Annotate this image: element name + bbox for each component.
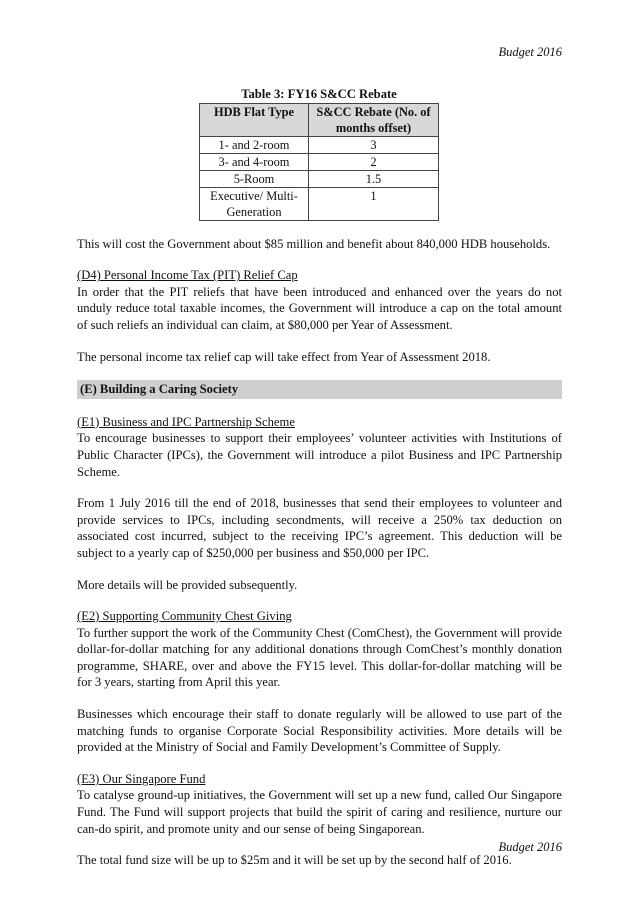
table-row xyxy=(200,136,439,153)
paragraph-e1-details: More details will be provided subsequently. xyxy=(77,577,298,592)
table-header-row xyxy=(200,103,439,136)
page-footer: Budget 2016 xyxy=(498,840,562,854)
table-cell: 1- and 2-room xyxy=(200,136,309,153)
table-row xyxy=(200,187,439,220)
paragraph-d4: In order that the PIT reliefs that have been introduced and enhanced over the years do not unduly reduce total taxable incomes, the Government will introduce a cap on the total amount of such reliefs an individual can claim, at $80,000 per Year of Assessment. xyxy=(77,284,562,332)
heading-d4: (D4) Personal Income Tax (PIT) Relief Cap xyxy=(77,268,298,283)
page-header: Budget 2016 xyxy=(498,45,562,59)
table-cell: 1 xyxy=(309,187,439,220)
table-cell: Executive/ Multi-Generation xyxy=(200,187,309,220)
table-cell: 3 xyxy=(309,136,439,153)
table-title: Table 3: FY16 S&CC Rebate xyxy=(241,87,397,101)
section-heading-e: (E) Building a Caring Society xyxy=(77,380,562,399)
paragraph-e2-businesses: Businesses which encourage their staff to donate regularly will be allowed to use part of the matching funds to organise Corporate Social Responsibility activities. More details will be provided at the Ministry of Social and Family Development’s Committee of Supply. xyxy=(77,707,562,755)
table-cell: 2 xyxy=(309,153,439,170)
table-header-flat-type: HDB Flat Type xyxy=(200,103,309,136)
heading-e3: (E3) Our Singapore Fund xyxy=(77,771,206,786)
table-cell: 3- and 4-room xyxy=(200,153,309,170)
paragraph-e2: To further support the work of the Community Chest (ComChest), the Government will provide dollar-for-dollar matching for any additional donations through ComChest’s monthly donation programme, SHARE, over and above the FY15 level. This dollar-for-dollar matching will be for 3 years, starting from April this year. xyxy=(77,625,562,690)
table-cell: 5-Room xyxy=(200,170,309,187)
table-row xyxy=(200,170,439,187)
table-row xyxy=(200,153,439,170)
paragraph-e1: To encourage businesses to support their employees’ volunteer activities with Institutions of Public Character (IPCs), the Government will introduce a pilot Business and IPC Partnership Scheme. xyxy=(77,431,562,479)
heading-e2: (E2) Supporting Community Chest Giving xyxy=(77,609,292,624)
table-header-rebate: S&CC Rebate (No. of months offset) xyxy=(309,103,439,136)
paragraph-d4-effective: The personal income tax relief cap will take effect from Year of Assessment 2018. xyxy=(77,349,491,364)
rebate-table xyxy=(199,103,439,221)
paragraph-e3-fund-size: The total fund size will be up to $25m and it will be set up by the second half of 2016. xyxy=(77,853,512,868)
paragraph-e1-deduction: From 1 July 2016 till the end of 2018, businesses that send their employees to volunteer and provide services to IPCs, including secondments, will receive a 250% tax deduction on associated cost incurred, subject to the receiving IPC’s agreement. This deduction will be subject to a yearly cap of $250,000 per business and $50,000 per IPC. xyxy=(77,496,562,560)
paragraph-e3: To catalyse ground-up initiatives, the Government will set up a new fund, called Our Singapore Fund. The Fund will support projects that build the spirit of caring and resilience, nurture our can-do spirit, and promote unity and our sense of being Singaporean. xyxy=(77,788,562,836)
page-content xyxy=(77,86,562,869)
heading-e1: (E1) Business and IPC Partnership Scheme xyxy=(77,414,295,429)
paragraph-cost: This will cost the Government about $85 million and benefit about 840,000 HDB households. xyxy=(77,236,551,251)
table-cell: 1.5 xyxy=(309,170,439,187)
